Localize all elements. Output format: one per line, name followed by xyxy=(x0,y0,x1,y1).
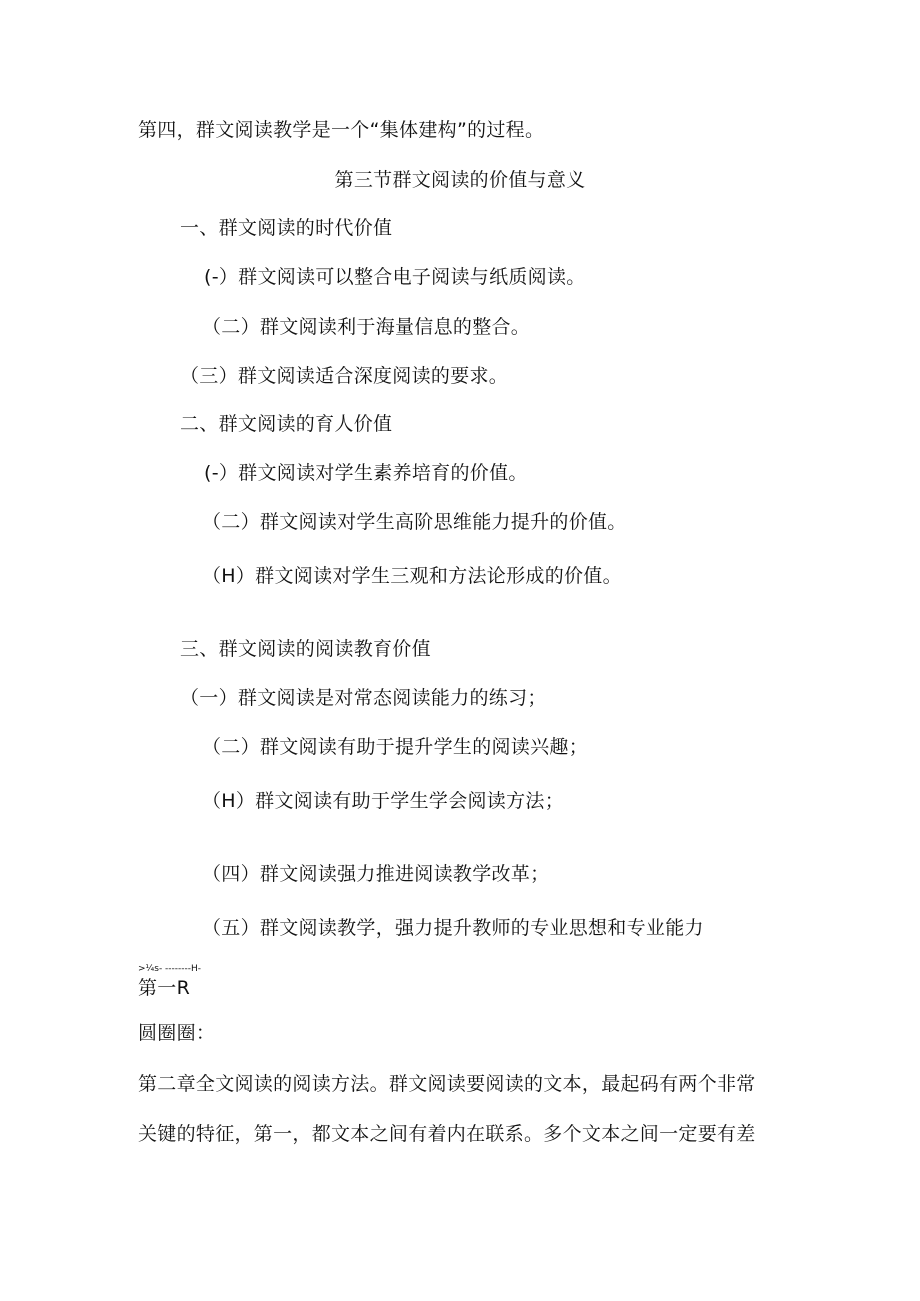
text-line-fourth-point: 第四，群文阅读教学是一个“集体建构”的过程。 xyxy=(138,119,545,141)
paragraph-line: 第二章全文阅读的阅读方法。群文阅读要阅读的文本，最起码有两个非常 xyxy=(138,1073,756,1095)
list-item: （四）群文阅读强力推进阅读教学改革； xyxy=(202,863,550,885)
ocr-noise-text: >¼s- --------H- xyxy=(138,964,202,974)
heading-era-value: 一、群文阅读的时代价值 xyxy=(180,217,393,239)
heading-education-value: 二、群文阅读的育人价值 xyxy=(180,413,393,435)
circle-label: 圆圈圈： xyxy=(138,1022,216,1044)
list-item: （H）群文阅读有助于学生学会阅读方法； xyxy=(202,790,564,812)
heading-reading-education-value: 三、群文阅读的阅读教育价值 xyxy=(180,638,431,660)
list-item: （一）群文阅读是对常态阅读能力的练习； xyxy=(180,687,547,709)
list-item: （二）群文阅读利于海量信息的整合。 xyxy=(202,316,531,338)
chapter-fragment: 第一R xyxy=(138,977,191,999)
paragraph-line: 关键的特征，第一，都文本之间有着内在联系。多个文本之间一定要有差 xyxy=(138,1123,756,1145)
list-item: （H）群文阅读对学生三观和方法论形成的价值。 xyxy=(202,565,622,587)
list-item: （二）群文阅读有助于提升学生的阅读兴趣； xyxy=(202,736,589,758)
list-item: （二）群文阅读对学生高阶思维能力提升的价值。 xyxy=(202,511,627,533)
section-heading: 第三节群文阅读的价值与意义 xyxy=(334,169,586,191)
list-item: （五）群文阅读教学，强力提升教师的专业思想和专业能力 xyxy=(202,917,704,939)
list-item: (-）群文阅读可以整合电子阅读与纸质阅读。 xyxy=(204,266,586,288)
list-item: （三）群文阅读适合深度阅读的要求。 xyxy=(180,365,509,387)
list-item: (-）群文阅读对学生素养培育的价值。 xyxy=(204,462,528,484)
